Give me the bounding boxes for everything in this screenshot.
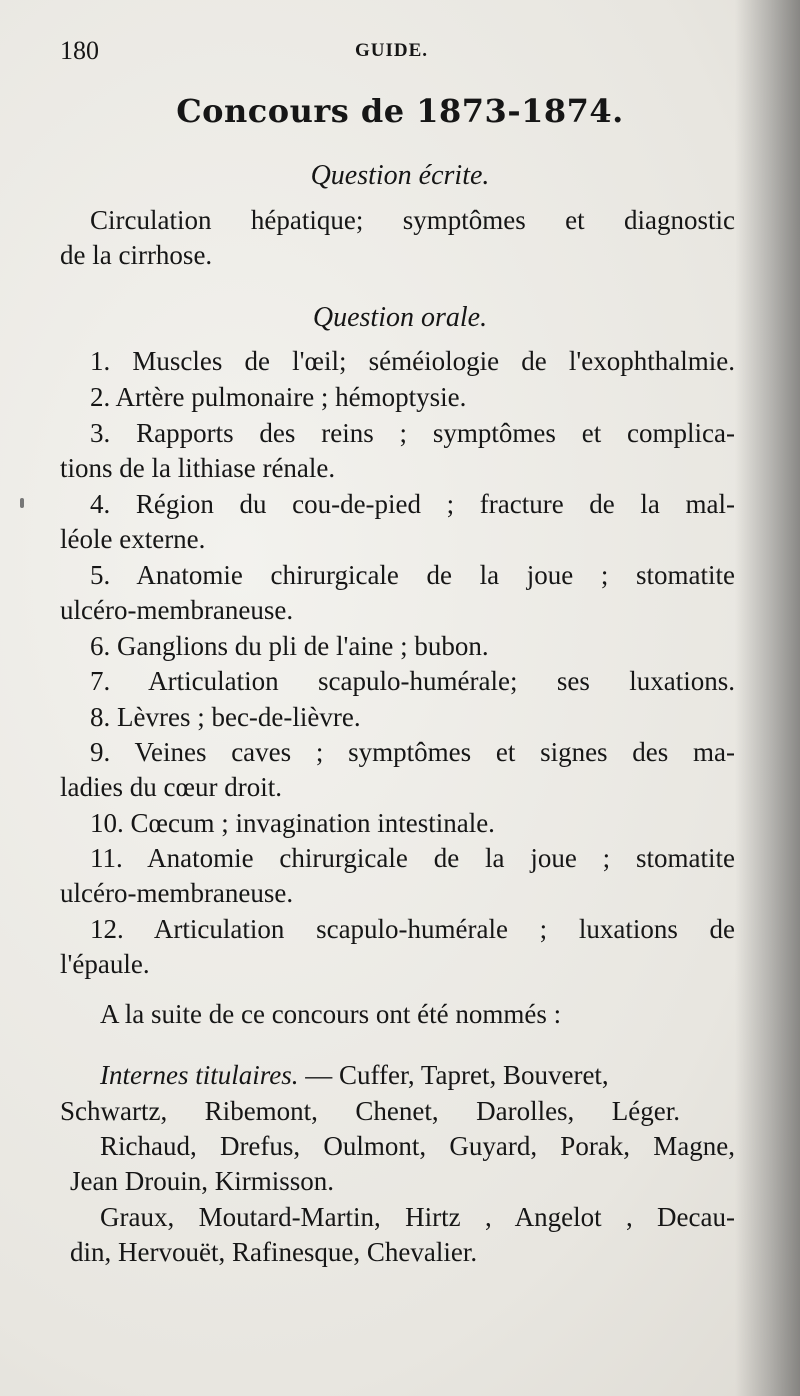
- oral-question-line: ulcéro-membraneuse.: [60, 595, 294, 625]
- names-line: Graux, Moutard-Martin, Hirtz , Angelot , Decau-: [100, 1202, 735, 1232]
- oral-question-line: 10. Cœcum ; invagination intestinale.: [90, 808, 495, 838]
- written-question-title: Question écrite.: [310, 160, 490, 191]
- oral-question-line: 8. Lèvres ; bec-de-lièvre.: [90, 702, 361, 732]
- oral-question-title: Question orale.: [312, 302, 488, 333]
- section-heading: Concours de 1873-1874.: [176, 92, 624, 130]
- oral-question-line: 2. Artère pulmonaire ; hémoptysie.: [90, 382, 467, 412]
- written-question-line: Circulation hépatique; symptômes et diagnostic: [90, 205, 735, 235]
- written-question-line: de la cirrhose.: [60, 240, 213, 270]
- oral-question-line: 5. Anatomie chirurgicale de la joue ; stomatite: [90, 560, 735, 590]
- results-intro: A la suite de ce concours ont été nommés :: [100, 999, 562, 1029]
- oral-question-line: 12. Articulation scapulo-humérale ; luxations de: [90, 914, 735, 944]
- names-line: din, Hervouët, Rafinesque, Chevalier.: [70, 1237, 478, 1267]
- oral-question-line: 11. Anatomie chirurgicale de la joue ; stomatite: [90, 843, 735, 873]
- ink-stain: [20, 498, 24, 508]
- oral-question-line: tions de la lithiase rénale.: [60, 453, 336, 483]
- oral-question-line: 6. Ganglions du pli de l'aine ; bubon.: [90, 631, 489, 661]
- names-line: Schwartz, Ribemont, Chenet, Darolles, Léger.: [60, 1096, 680, 1126]
- oral-question-line: l'épaule.: [60, 949, 150, 979]
- oral-question-line: ladies du cœur droit.: [60, 772, 282, 802]
- internes-label: Internes titulaires.: [100, 1060, 299, 1090]
- page-number: 180: [60, 36, 99, 65]
- running-head: [60, 36, 740, 70]
- oral-question-line: 9. Veines caves ; symptômes et signes des ma-: [90, 737, 735, 767]
- oral-question-line: léole externe.: [60, 524, 206, 554]
- internes-names: — Cuffer, Tapret, Bouveret,: [298, 1060, 609, 1090]
- oral-question-line: 4. Région du cou-de-pied ; fracture de la mal-: [90, 489, 735, 519]
- running-title: GUIDE.: [355, 40, 429, 61]
- oral-question-line: 7. Articulation scapulo-humérale; ses luxations.: [90, 666, 735, 696]
- oral-question-line: 3. Rapports des reins ; symptômes et complica-: [90, 418, 735, 448]
- oral-question-line: ulcéro-membraneuse.: [60, 878, 294, 908]
- oral-question-line: 1. Muscles de l'œil; séméiologie de l'exophthalmie.: [90, 346, 735, 376]
- names-line: Jean Drouin, Kirmisson.: [70, 1166, 334, 1196]
- internes-line: [100, 1058, 609, 1092]
- names-line: Richaud, Drefus, Oulmont, Guyard, Porak, Magne,: [100, 1131, 735, 1161]
